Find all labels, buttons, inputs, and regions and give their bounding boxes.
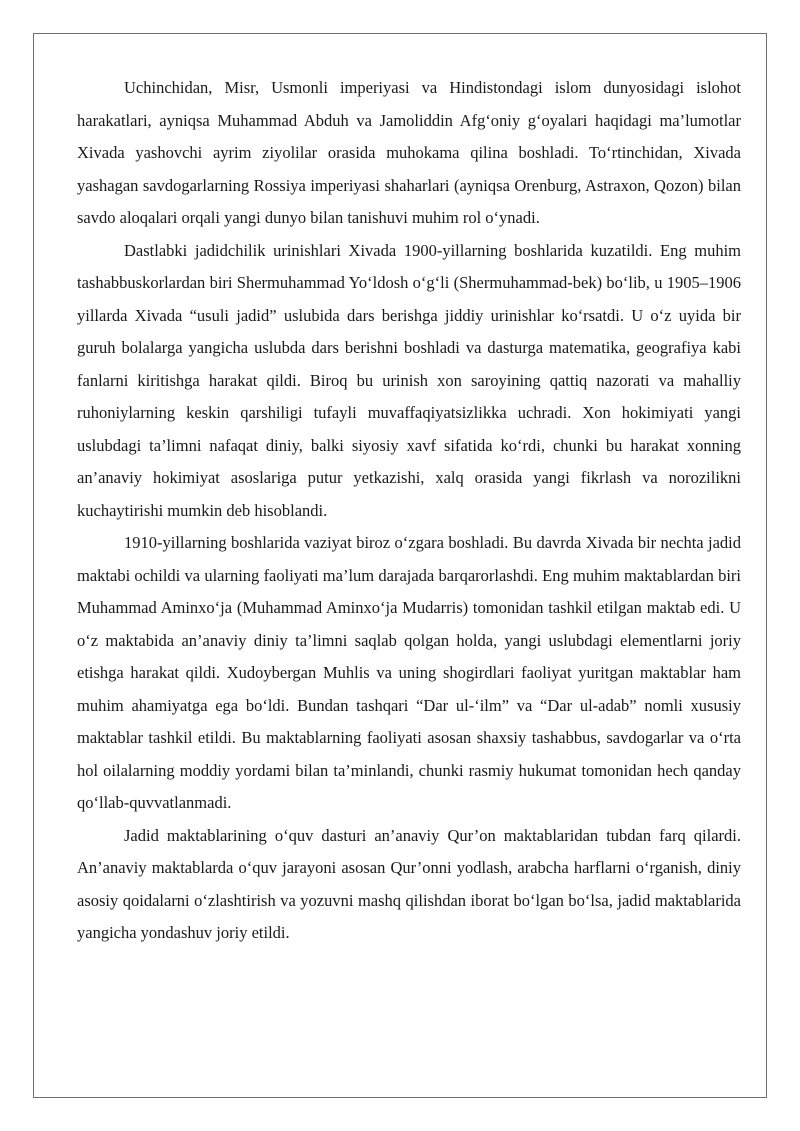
paragraph: Jadid maktablarining o‘quv dasturi an’anaviy Qur’on maktablaridan tubdan farq qilardi. An’anaviy maktablarda o‘quv jarayoni asosan Qur’onni yodlash, arabcha harflarni o‘rganish, diniy asosiy qoidalarni o‘zlashtirish va yozuvni mashq qilishdan iborat bo‘lgan bo‘lsa, jadid maktablarida yangicha yondashuv joriy etildi. <box>77 825 741 942</box>
paragraph: Uchinchidan, Misr, Usmonli imperiyasi va Hindistondagi islom dunyosidagi islohot harakatlari, ayniqsa Muhammad Abduh va Jamoliddin Afg‘oniy g‘oyalari haqidagi ma’lumotlar Xivada yashovchi ayrim ziyolilar orasida muhokama qilina boshladi. To‘rtinchidan, Xivada yashagan savdogarlarning Rossiya imperiyasi shaharlari (ayniqsa Orenburg, Astraxon, Qozon) bilan savdo aloqalari orqali yangi dunyo bilan tanishuvi muhim rol o‘ynadi. <box>77 78 741 227</box>
paragraph: Dastlabki jadidchilik urinishlari Xivada 1900-yillarning boshlarida kuzatildi. Eng muhim tashabbuskorlardan biri Shermuhammad Yo‘ldosh o‘g‘li (Shermuhammad-bek) bo‘lib, u 1905–1906 yillarda Xivada “usuli jadid” uslubida dars berishga jiddiy urinishlar ko‘rsatdi. U o‘z uyida bir guruh bolalarga yangicha uslubda dars berishni boshladi va dasturga matematika, geografiya kabi fanlarni kiritishga harakat qildi. Biroq bu urinish xon saroyining qattiq nazorati va mahalliy ruhoniylarning keskin qarshiligi tufayli muvaffaqiyatsizlikka uchradi. Xon hokimiyati yangi uslubdagi ta’limni nafaqat diniy, balki siyosiy xavf sifatida ko‘rdi, chunki bu harakat xonning an’anaviy hokimiyat asoslariga putur yetkazishi, xalq orasida yangi fikrlash va norozilikni kuchaytirishi mumkin deb hisoblandi. <box>77 240 741 520</box>
paragraph: 1910-yillarning boshlarida vaziyat biroz o‘zgara boshladi. Bu davrda Xivada bir nechta jadid maktabi ochildi va ularning faoliyati ma’lum darajada barqarorlashdi. Eng muhim maktablardan biri Muhammad Aminxo‘ja (Muhammad Aminxo‘ja Mudarris) tomonidan tashkil etilgan maktab edi. U o‘z maktabida an’anaviy diniy ta’limni saqlab qolgan holda, yangi uslubdagi elementlarni joriy etishga harakat qildi. Xudoybergan Muhlis va uning shogirdlari faoliyat yuritgan maktablar ham muhim ahamiyatga ega bo‘ldi. Bundan tashqari “Dar ul-‘ilm” va “Dar ul-adab” nomli xususiy maktablar tashkil etildi. Bu maktablarning faoliyati asosan shaxsiy tashabbus, savdogarlar va o‘rta hol oilalarning moddiy yordami bilan ta’minlandi, chunki rasmiy hukumat tomonidan hech qanday qo‘llab-quvvatlanmadi. <box>77 533 741 812</box>
document-body <box>77 72 741 950</box>
